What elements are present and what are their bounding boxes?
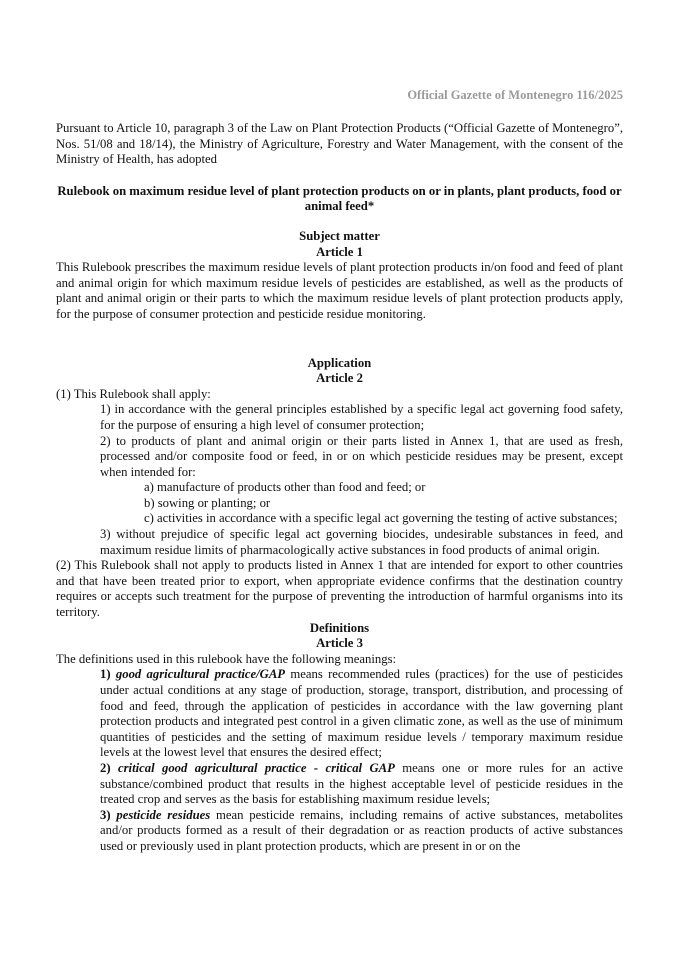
definition-1-term: good agricultural practice/GAP <box>115 667 286 682</box>
article2-heading: Application <box>307 355 372 370</box>
rulebook-title: Rulebook on maximum residue level of plant protection products on or in plants, plant products, food or animal feed* <box>57 183 622 214</box>
definition-1 <box>56 667 623 761</box>
definition-3-term: pesticide residues <box>116 807 211 822</box>
definition-3 <box>56 808 623 855</box>
article2-sub-c: c) activities in accordance with a specific legal act governing the testing of active substances; <box>144 511 618 526</box>
article2-para1: (1) This Rulebook shall apply: <box>56 386 211 401</box>
definition-2 <box>56 761 623 808</box>
definition-3-number: 3) <box>100 807 111 822</box>
article1-number: Article 1 <box>316 244 363 259</box>
article3-number: Article 3 <box>316 636 363 651</box>
preamble: Pursuant to Article 10, paragraph 3 of the Law on Plant Protection Products (“Official Gazette of Montenegro”, Nos. 51/08 and 18/14), the Ministry of Agriculture, Forestry and Water Management, with the consent of the Ministry of Health, has adopted <box>56 121 623 167</box>
definition-2-text: means one or more rules for an active substance/combined product that results in the highest acceptable level of pesticide residues in the treated crop and serves as the basis for establishing maximum residue levels; <box>100 760 624 807</box>
article2-item2: 2) to products of plant and animal origin or their parts listed in Annex 1, that are used as fresh, processed and/or composite food or feed, in or on which pesticide residues may be present, except when intended for: <box>100 433 623 479</box>
article2-sub-a: a) manufacture of products other than food and feed; or <box>144 480 426 495</box>
definition-1-number: 1) <box>100 667 111 682</box>
article1-text: This Rulebook prescribes the maximum residue levels of plant protection products in/on food and feed of plant and animal origin for which maximum residue levels of pesticides are established, as well as the products of plant and animal origin or their parts to which the maximum residue levels of plant protection products apply, for the purpose of consumer protection and pesticide residue monitoring. <box>56 260 623 321</box>
article2-sub-b: b) sowing or planting; or <box>144 495 271 510</box>
definition-2-term: critical good agricultural practice - critical GAP <box>117 760 395 775</box>
definition-1-text: means recommended rules (practices) for the use of pesticides under actual conditions at any stage of production, storage, transport, distribution, and processing of food and feed, through the application of pesticides in accordance with the law governing plant protection products and integrated pest control in a given climatic zone, as well as the use of minimum quantities of pesticides and the setting of maximum residue levels / temporary maximum residue levels at the lowest level that ensures the desired effect; <box>100 667 623 760</box>
gazette-header: Official Gazette of Montenegro 116/2025 <box>407 88 623 102</box>
article3-heading: Definitions <box>309 620 370 635</box>
definition-2-number: 2) <box>100 760 111 775</box>
article1-heading: Subject matter <box>299 228 380 243</box>
article2-para2: (2) This Rulebook shall not apply to products listed in Annex 1 that are intended for export to other countries and that have been treated prior to export, when appropriate evidence confirms that the destination country requires or accepts such treatment for the purpose of preventing the introduction of harmful organisms into its territory. <box>56 558 623 620</box>
article2-item3: 3) without prejudice of specific legal act governing biocides, undesirable substances in feed, and maximum residue limits of pharmacologically active substances in food products of animal origin. <box>100 527 623 557</box>
definition-3-text: mean pesticide remains, including remains of active substances, metabolites and/or products formed as a result of their degradation or as reaction products of active substances used or previously used in plant protection products, which are present in or on the <box>100 807 623 853</box>
article2-number: Article 2 <box>316 371 363 386</box>
article3-lead: The definitions used in this rulebook have the following meanings: <box>56 651 397 666</box>
article2-item1: 1) in accordance with the general principles established by a specific legal act governing food safety, for the purpose of ensuring a high level of consumer protection; <box>100 402 623 432</box>
document-body <box>56 121 623 855</box>
